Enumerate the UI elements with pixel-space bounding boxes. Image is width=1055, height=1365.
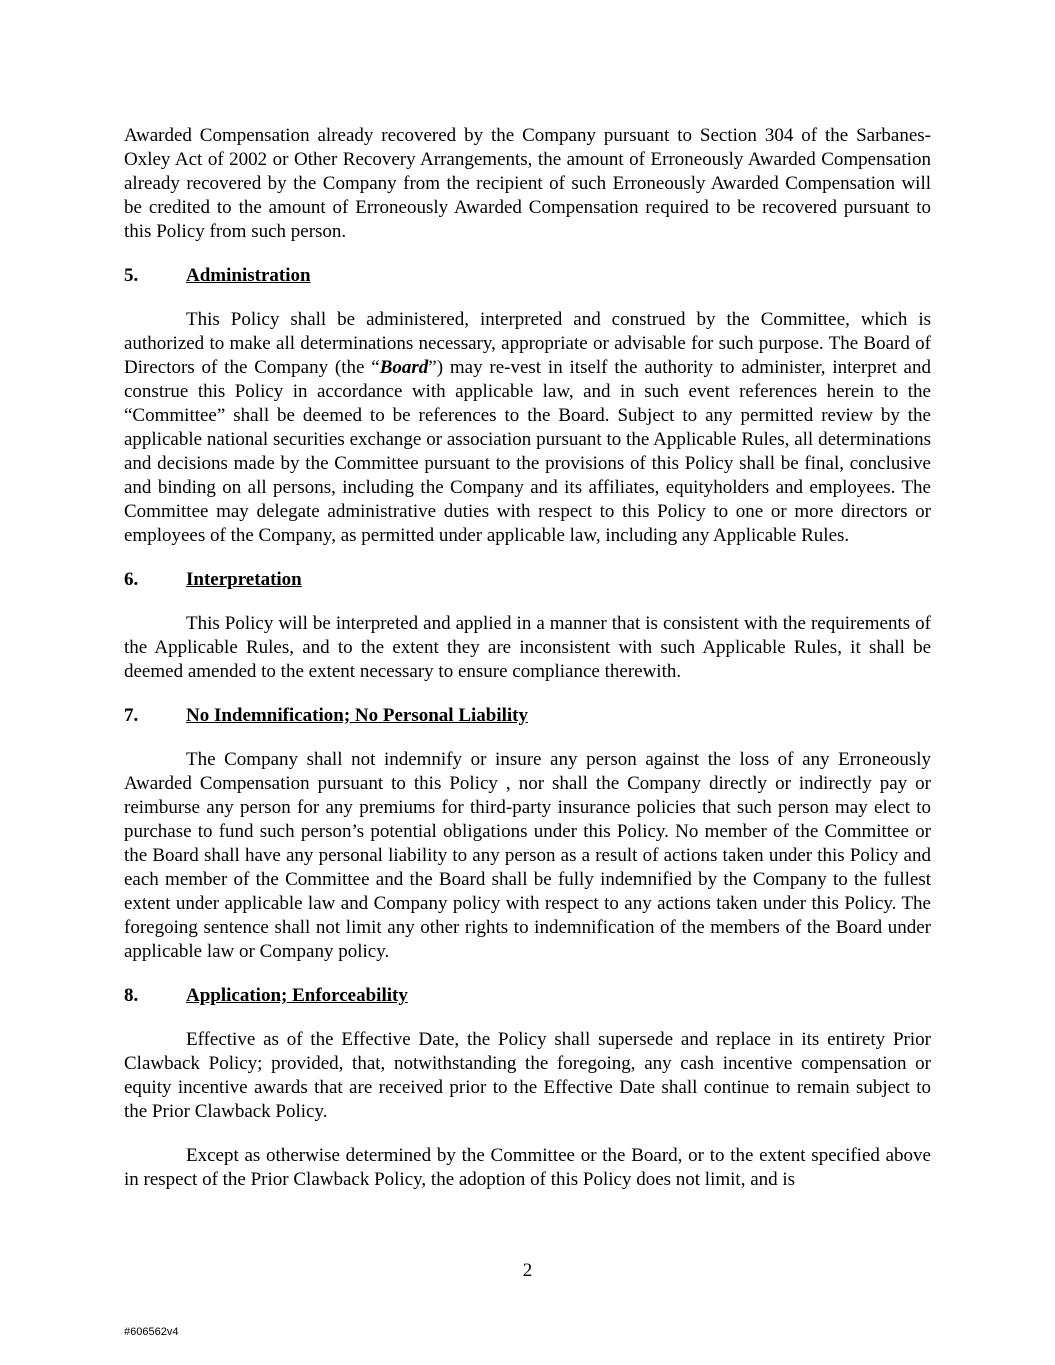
section-7-number: 7. xyxy=(124,705,139,726)
section-5-text-a: This Policy shall be administered, interpreted and construed by the Committee, which is authorized to make all determinations necessary, appropriate or advisable for such purpose. The Board of Directors of the Company (the “ xyxy=(124,309,931,378)
section-5-text-b: ”) may re-vest in itself the authority to administer, interpret and construe this Policy in accordance with applicable law, and in such event references herein to the “Committee” shall be deemed to be references to the Board. Subject to any permitted review by the applicable national securities exchange or association pursuant to the Applicable Rules, all determinations and decisions made by the Committee pursuant to the provisions of this Policy shall be final, conclusive and binding on all persons, including the Company and its affiliates, equityholders and employees. The Committee may delegate administrative duties with respect to this Policy to one or more directors or employees of the Company, as permitted under applicable law, including any Applicable Rules. xyxy=(124,357,931,546)
section-5-title: Administration xyxy=(186,265,311,286)
section-8-paragraph-2: Except as otherwise determined by the Committee or the Board, or to the extent specified above in respect of the Prior Clawback Policy, the adoption of this Policy does not limit, and is xyxy=(124,1145,931,1190)
section-8-heading xyxy=(124,984,931,1008)
section-8-title: Application; Enforceability xyxy=(186,985,408,1006)
section-7-paragraph: The Company shall not indemnify or insure any person against the loss of any Erroneously Awarded Compensation pursuant to this Policy , nor shall the Company directly or indirectly pay or reimburse any person for any premiums for third-party insurance policies that such person may elect to purchase to fund such person’s potential obligations under this Policy. No member of the Committee or the Board shall have any personal liability to any person as a result of actions taken under this Policy and each member of the Committee and the Board shall be fully indemnified by the Company to the fullest extent under applicable law and Company policy with respect to any actions taken under this Policy. The foregoing sentence shall not limit any other rights to indemnification of the members of the Board under applicable law or Company policy. xyxy=(124,749,931,962)
intro-paragraph: Awarded Compensation already recovered by the Company pursuant to Section 304 of the Sarbanes-Oxley Act of 2002 or Other Recovery Arrangements, the amount of Erroneously Awarded Compensation already recovered by the Company from the recipient of such Erroneously Awarded Compensation will be credited to the amount of Erroneously Awarded Compensation required to be recovered pursuant to this Policy from such person. xyxy=(124,125,931,242)
page-number: 2 xyxy=(522,1260,533,1281)
document-id: #606562v4 xyxy=(124,1326,179,1338)
section-8-number: 8. xyxy=(124,985,139,1006)
section-5-heading xyxy=(124,264,931,288)
section-6-heading xyxy=(124,568,931,592)
section-6-title: Interpretation xyxy=(186,569,302,590)
defined-term-board: Board xyxy=(379,357,429,378)
document-body xyxy=(124,124,931,1192)
section-7-title: No Indemnification; No Personal Liability xyxy=(186,705,529,726)
section-5-number: 5. xyxy=(124,265,139,286)
section-6-paragraph: This Policy will be interpreted and applied in a manner that is consistent with the requirements of the Applicable Rules, and to the extent they are inconsistent with such Applicable Rules, it shall be deemed amended to the extent necessary to ensure compliance therewith. xyxy=(124,613,931,682)
section-5-paragraph xyxy=(124,308,931,548)
section-6-number: 6. xyxy=(124,569,139,590)
section-8-paragraph-1: Effective as of the Effective Date, the Policy shall supersede and replace in its entirety Prior Clawback Policy; provided, that, notwithstanding the foregoing, any cash incentive compensation or equity incentive awards that are received prior to the Effective Date shall continue to remain subject to the Prior Clawback Policy. xyxy=(124,1029,931,1122)
section-7-heading xyxy=(124,704,931,728)
